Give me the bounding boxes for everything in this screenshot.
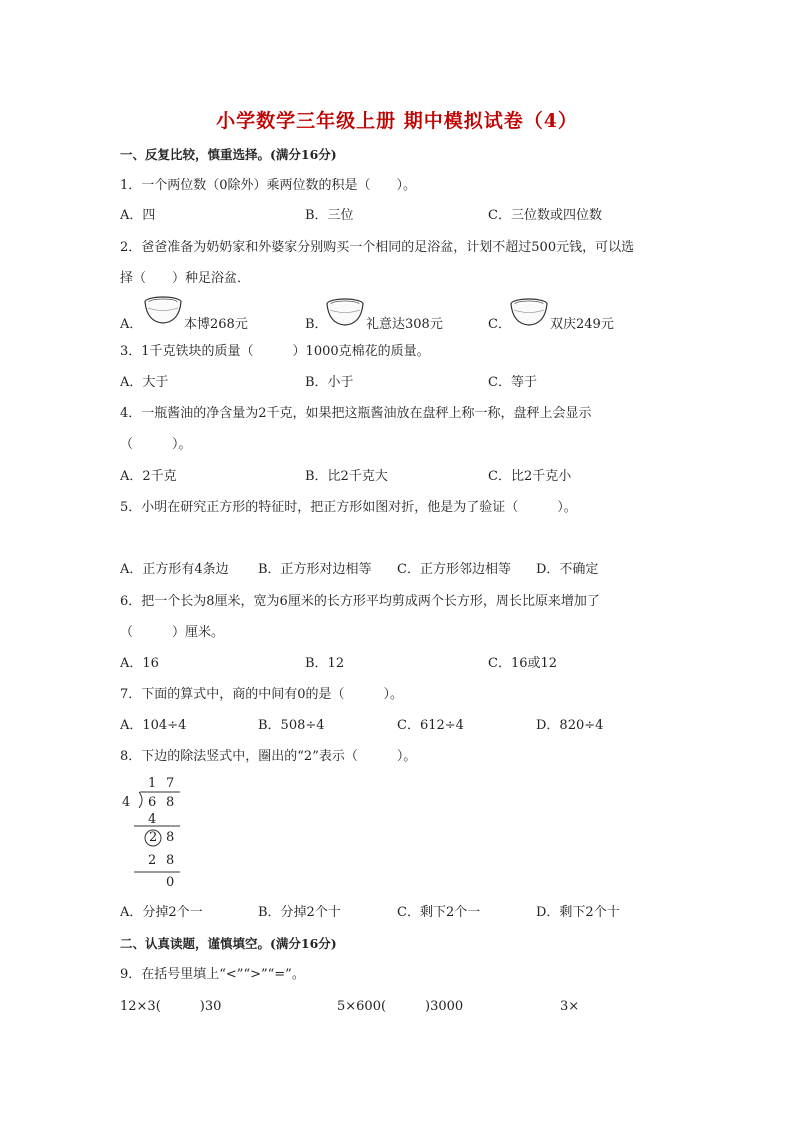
q3-option-a: A．大于 <box>120 375 169 390</box>
q8-option-b: B．分掉2个十 <box>258 905 341 920</box>
q4-stem-line1: 4．一瓶酱油的净含量为2千克，如果把这瓶酱油放在盘秤上称一称，盘秤上会显示 <box>120 406 592 421</box>
q6-stem-line2: （ ）厘米。 <box>120 625 225 640</box>
dividend-digit: 8 <box>166 795 175 810</box>
q4-option-b: B．比2千克大 <box>305 469 388 484</box>
q3-option-c: C．等于 <box>488 375 537 390</box>
q2-option-b-text: 礼意达308元 <box>366 317 443 332</box>
q1-option-a: A．四 <box>120 208 156 223</box>
foot-basin-icon <box>509 298 549 328</box>
foot-basin-icon <box>143 296 183 326</box>
divisor: 4 <box>122 795 131 810</box>
foot-basin-icon <box>325 298 365 328</box>
q5-stem: 5．小明在研究正方形的特征时，把正方形如图对折，他是为了验证（ ）。 <box>120 500 577 515</box>
q8-option-d: D．剩下2个十 <box>536 905 620 920</box>
q2-option-a: A． <box>120 317 143 332</box>
q7-option-c: C．612÷4 <box>397 718 464 733</box>
q6-option-b: B．12 <box>305 656 345 671</box>
remainder-digit: 8 <box>166 830 175 845</box>
q7-stem: 7．下面的算式中，商的中间有0的是（ ）。 <box>120 687 404 702</box>
q5-option-d: D．不确定 <box>536 562 599 577</box>
q4-stem-line2: （ ）。 <box>120 437 192 452</box>
quotient-digit: 7 <box>166 776 175 791</box>
dividend-digit: 6 <box>148 795 157 810</box>
q2-option-c-text: 双庆249元 <box>550 317 614 332</box>
q4-option-a: A．2千克 <box>120 469 177 484</box>
q1-stem: 1．一个两位数（0除外）乘两位数的积是（ ）。 <box>120 178 417 193</box>
division-lines <box>118 772 198 892</box>
q9-expression-3: 3× <box>560 999 580 1014</box>
q8-stem: 8．下边的除法竖式中，圈出的“2”表示（ ）。 <box>120 749 417 764</box>
final-remainder: 0 <box>166 875 175 890</box>
q3-stem: 3．1千克铁块的质量（ ）1000克棉花的质量。 <box>120 344 430 359</box>
page-title: 小学数学三年级上册 期中模拟试卷（4） <box>216 110 578 132</box>
partial-product: 4 <box>148 812 157 827</box>
q6-stem-line1: 6．把一个长为8厘米，宽为6厘米的长方形平均剪成两个长方形，周长比原来增加了 <box>120 594 600 609</box>
q7-option-d: D．820÷4 <box>536 718 604 733</box>
q2-option-a-text: 本博268元 <box>184 317 248 332</box>
q6-option-a: A．16 <box>120 656 159 671</box>
q9-expression-2: 5×600( )3000 <box>337 999 464 1014</box>
quotient-digit: 1 <box>148 776 157 791</box>
q6-option-c: C．16或12 <box>488 656 558 671</box>
partial-product: 8 <box>166 853 175 868</box>
q5-option-a: A．正方形有4条边 <box>120 562 229 577</box>
q1-option-b: B．三位 <box>305 208 354 223</box>
q2-stem-line1: 2．爸爸准备为奶奶家和外婆家分别购买一个相同的足浴盆，计划不超过500元钱，可以选 <box>120 240 635 255</box>
q9-stem: 9．在括号里填上“<”“>”“=”。 <box>120 967 305 982</box>
q2-option-b: B． <box>305 317 328 332</box>
q4-option-c: C．比2千克小 <box>488 469 572 484</box>
q2-stem-line2: 择（ ）种足浴盆． <box>120 271 251 286</box>
q7-option-a: A．104÷4 <box>120 718 187 733</box>
q2-option-c: C． <box>488 317 511 332</box>
section-1-heading: 一、反复比较，慎重选择。(满分16分) <box>120 147 337 162</box>
circled-two: 2 <box>149 830 158 845</box>
partial-product: 2 <box>148 853 157 868</box>
q3-option-b: B．小于 <box>305 375 354 390</box>
q5-option-b: B．正方形对边相等 <box>258 562 372 577</box>
section-2-heading: 二、认真读题，谨慎填空。(满分16分) <box>120 936 337 951</box>
q7-option-b: B．508÷4 <box>258 718 325 733</box>
q8-option-a: A．分掉2个一 <box>120 905 203 920</box>
q5-option-c: C．正方形邻边相等 <box>397 562 511 577</box>
q8-option-c: C．剩下2个一 <box>397 905 481 920</box>
long-division <box>118 772 198 892</box>
q1-option-c: C．三位数或四位数 <box>488 208 602 223</box>
q9-expression-1: 12×3( )30 <box>120 999 222 1014</box>
